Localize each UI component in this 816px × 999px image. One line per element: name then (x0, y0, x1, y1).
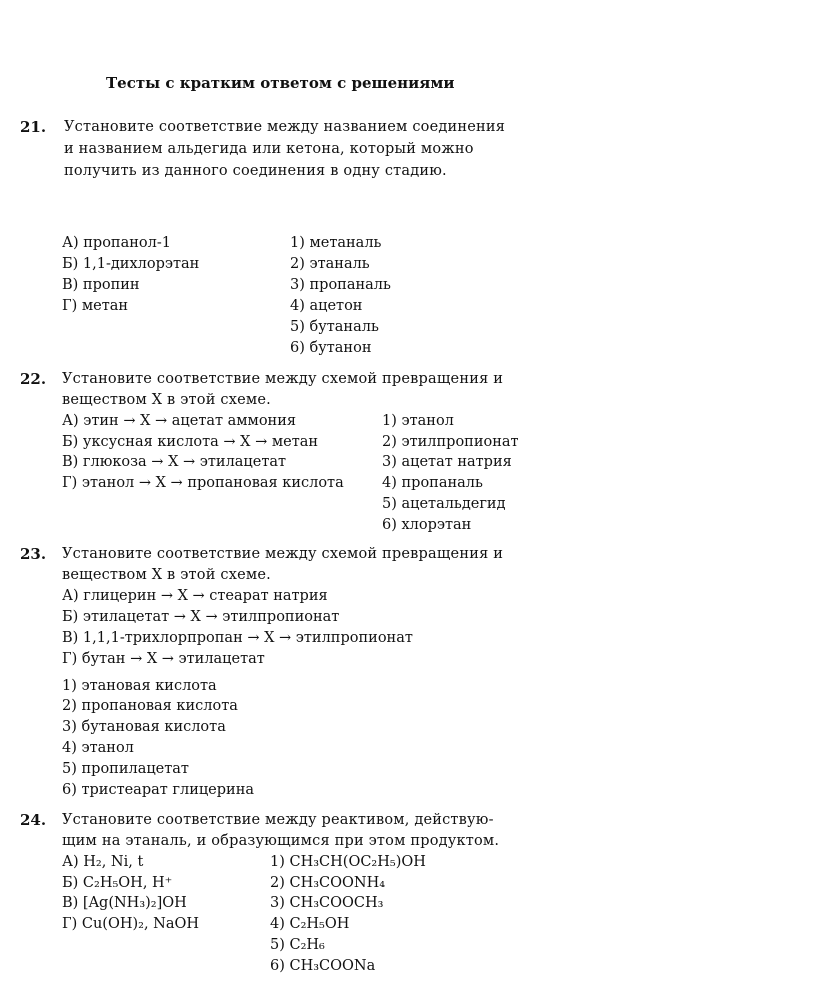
question-stem-line: веществом X в этой схеме. (62, 392, 271, 408)
option-right: 6) тристеарат глицерина (62, 782, 255, 798)
option-left: А) пропанол-1 (62, 235, 171, 251)
option-right: 4) пропаналь (382, 475, 483, 491)
option-left: Г) бутан → X → этилацетат (62, 651, 265, 667)
option-left: А) этин → X → ацетат аммония (62, 413, 297, 429)
page-title: Тесты с кратким ответом с решениями (106, 74, 455, 92)
option-right: 3) ацетат натрия (382, 454, 512, 470)
option-left: Б) 1,1-дихлорэтан (62, 256, 200, 272)
option-left: Б) C₂H₅OH, H⁺ (62, 875, 173, 891)
option-right: 2) CH₃COONH₄ (270, 875, 386, 891)
question-number: 22. (20, 370, 47, 388)
option-left: А) H₂, Ni, t (62, 854, 144, 870)
question-stem-line: Установите соответствие между реактивом, действую- (62, 812, 494, 828)
option-left: Г) метан (62, 298, 129, 314)
option-right: 6) бутанон (290, 340, 372, 356)
option-right: 5) пропилацетат (62, 761, 189, 777)
option-right: 5) ацетальдегид (382, 496, 506, 512)
option-left: А) глицерин → X → стеарат натрия (62, 588, 328, 604)
question-stem-line: Установите соответствие между схемой превращения и (62, 371, 504, 387)
question-stem-line: Установите соответствие между схемой превращения и (62, 546, 504, 562)
question-stem-line: получить из данного соединения в одну стадию. (64, 163, 447, 179)
option-right: 5) бутаналь (290, 319, 379, 335)
question-stem-line: щим на этаналь, и образующимся при этом продуктом. (62, 833, 500, 849)
option-right: 3) бутановая кислота (62, 719, 226, 735)
question-number: 24. (20, 811, 47, 829)
option-right: 3) CH₃COOCH₃ (270, 895, 384, 911)
option-right: 4) этанол (62, 740, 134, 756)
option-right: 4) C₂H₅OH (270, 916, 350, 932)
option-right: 2) этаналь (290, 256, 370, 272)
option-left: В) 1,1,1-трихлорпропан → X → этилпропионат (62, 630, 413, 646)
option-left: Г) Cu(OH)₂, NaOH (62, 916, 200, 932)
question-stem-line: и названием альдегида или кетона, который можно (64, 141, 474, 157)
question-number: 23. (20, 545, 47, 563)
option-right: 1) CH₃CH(OC₂H₅)OH (270, 854, 426, 870)
option-right: 6) хлорэтан (382, 517, 472, 533)
option-right: 4) ацетон (290, 298, 363, 314)
option-right: 3) пропаналь (290, 277, 391, 293)
option-left: В) глюкоза → X → этилацетат (62, 454, 287, 470)
question-stem-line: Установите соответствие между названием соединения (64, 119, 506, 135)
question-number: 21. (20, 118, 47, 136)
option-left: Г) этанол → X → пропановая кислота (62, 475, 344, 491)
option-right: 1) метаналь (290, 235, 382, 251)
option-right: 2) этилпропионат (382, 434, 519, 450)
option-left: Б) уксусная кислота → X → метан (62, 434, 319, 450)
question-stem-line: веществом X в этой схеме. (62, 567, 271, 583)
option-left: Б) этилацетат → X → этилпропионат (62, 609, 340, 625)
option-right: 1) этанол (382, 413, 454, 429)
option-left: В) пропин (62, 277, 140, 293)
option-right: 2) пропановая кислота (62, 698, 238, 714)
option-right: 5) C₂H₆ (270, 937, 325, 953)
option-right: 1) этановая кислота (62, 678, 217, 694)
option-right: 6) CH₃COONa (270, 958, 376, 974)
option-left: В) [Ag(NH₃)₂]OH (62, 895, 187, 911)
